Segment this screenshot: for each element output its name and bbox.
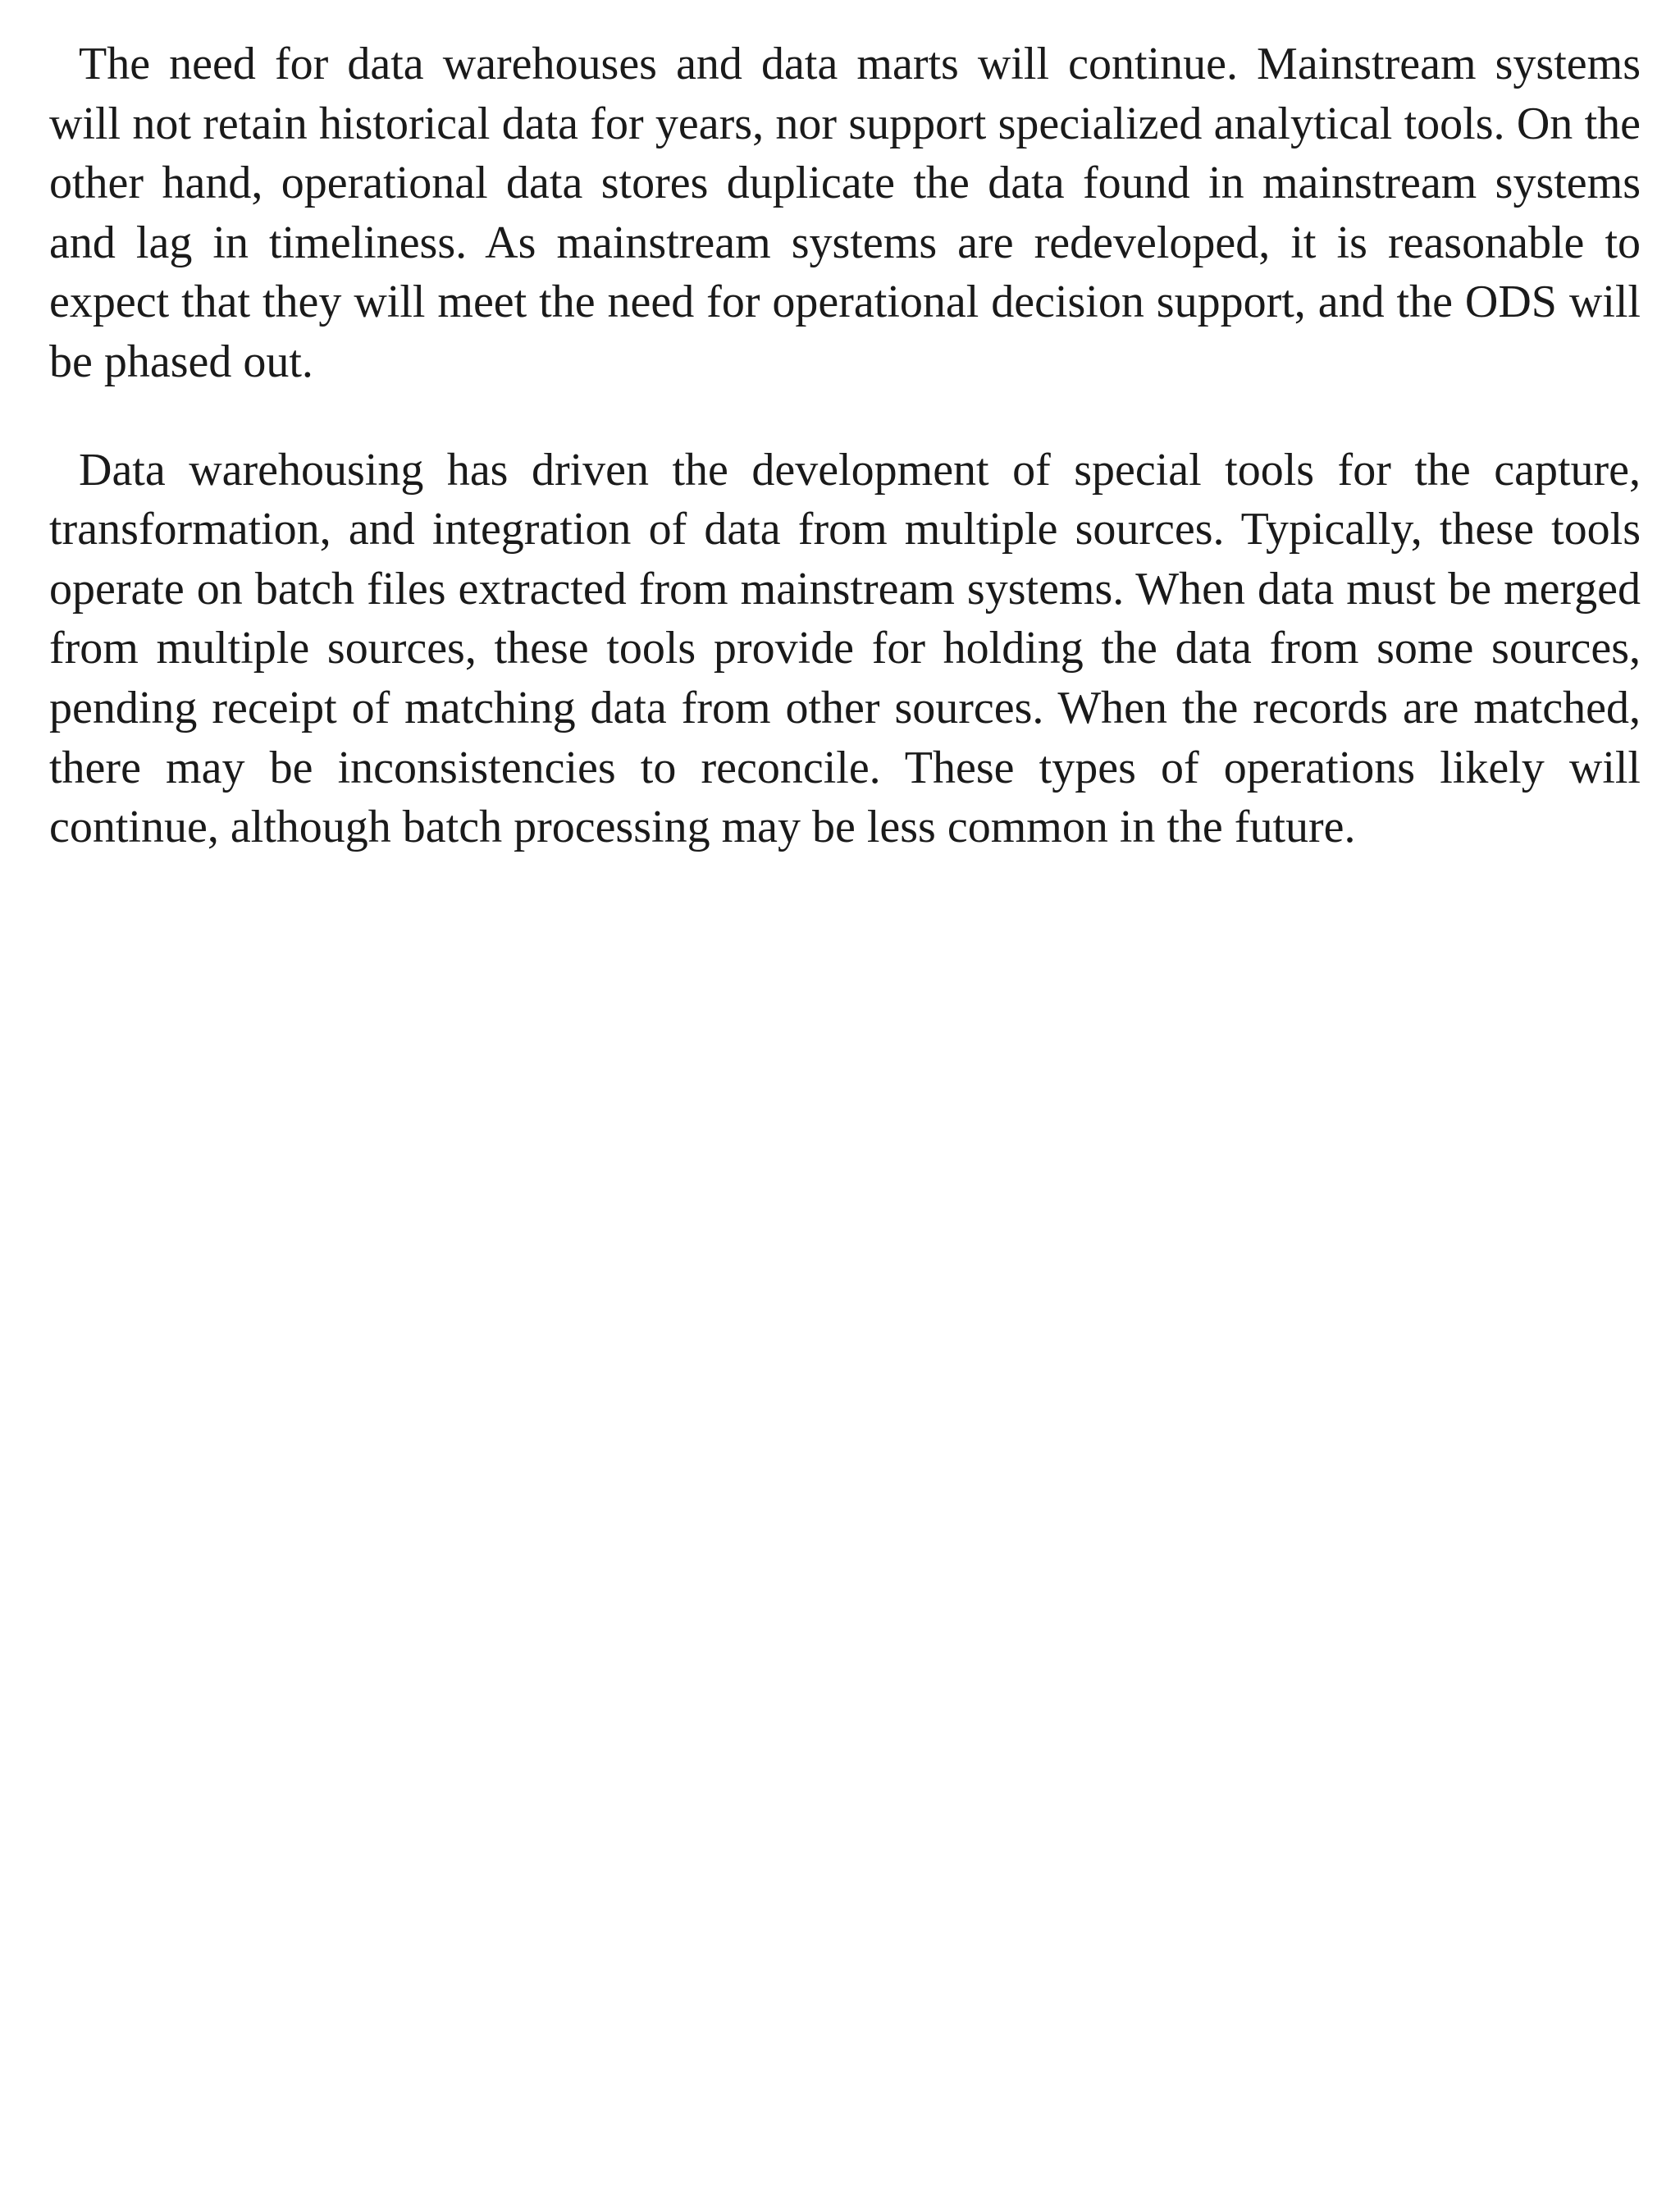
paragraph-data-warehousing-tools: Data warehousing has driven the development of special tools for the capture, transformation, and integration of data from multiple sources. Typically, these tools operate on batch files extracted from mainstream systems. When data must be merged from multiple sources, these tools provide for holding the data from some sources, pending receipt of matching data from other sources. When the records are matched, there may be inconsistencies to reconcile. These types of operations likely will continue, although batch processing may be less common in the future. — [49, 444, 1641, 853]
document-page — [49, 34, 1641, 857]
paragraph-data-warehouses-need: The need for data warehouses and data marts will continue. Mainstream systems will not retain historical data for years, nor support specialized analytical tools. On the other hand, operational data stores duplicate the data found in mainstream systems and lag in timeliness. As mainstream systems are redeveloped, it is reasonable to expect that they will meet the need for operational decision support, and the ODS will be phased out. — [49, 39, 1641, 387]
